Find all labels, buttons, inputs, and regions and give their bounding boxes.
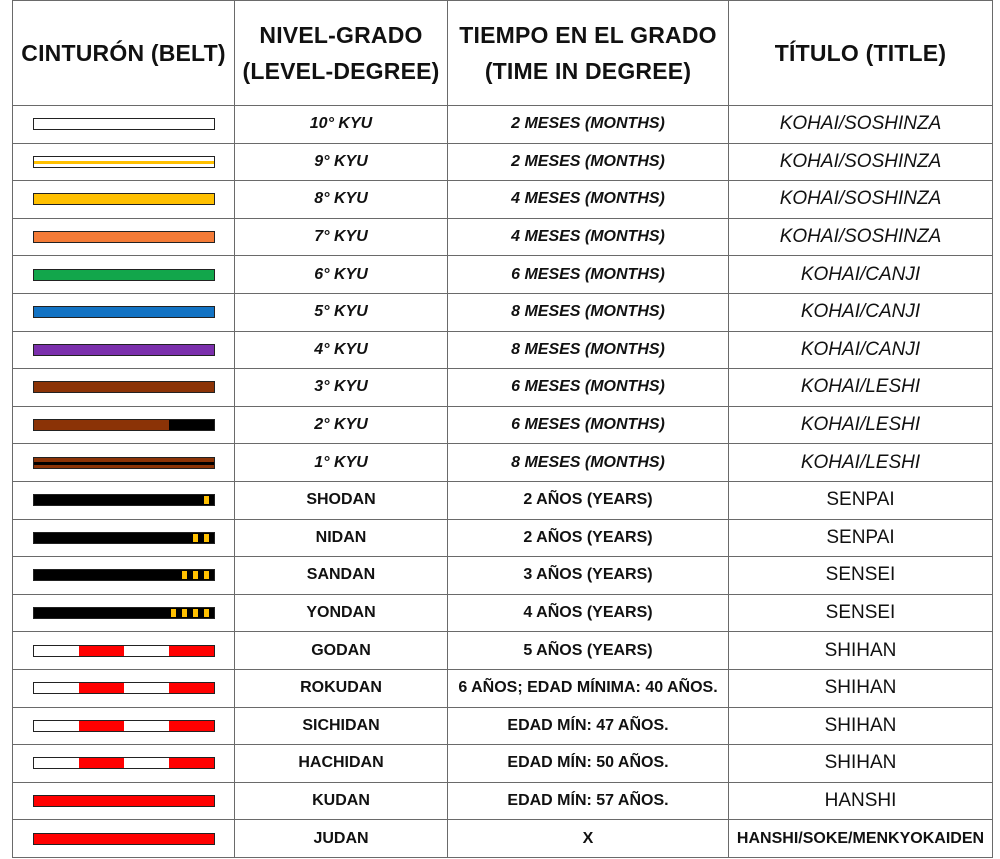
belt-cell [13, 331, 235, 369]
belt-cell [13, 293, 235, 331]
belt-cell [13, 782, 235, 820]
title-cell: KOHAI/CANJI [729, 331, 993, 369]
belt-swatch-purple [33, 344, 215, 356]
belt-swatch-red-white [33, 720, 215, 732]
title-cell: SENSEI [729, 594, 993, 632]
table-row [13, 293, 993, 331]
level-cell: SHODAN [235, 481, 448, 519]
time-cell: 8 MESES (MONTHS) [448, 293, 729, 331]
time-header-line2: (TIME IN DEGREE) [484, 58, 692, 84]
belt-cell [13, 707, 235, 745]
time-cell: EDAD MÍN: 57 AÑOS. [448, 782, 729, 820]
belt-stripe [182, 609, 187, 617]
title-cell: HANSHI [729, 782, 993, 820]
level-cell: YONDAN [235, 594, 448, 632]
belt-cell [13, 669, 235, 707]
title-cell: KOHAI/SOSHINZA [729, 181, 993, 219]
belt-red-block [169, 721, 214, 731]
table-row [13, 444, 993, 482]
belt-swatch-red-white [33, 682, 215, 694]
belt-swatch-white [33, 118, 215, 130]
title-cell: SENSEI [729, 557, 993, 595]
belt-swatch-white-yellow-line [33, 156, 215, 168]
table-row [13, 669, 993, 707]
level-cell: GODAN [235, 632, 448, 670]
table-row [13, 406, 993, 444]
belt-swatch-brown-black-line [33, 457, 215, 469]
belt-header [13, 1, 235, 106]
belt-stripe [204, 496, 209, 504]
belt-cell [13, 745, 235, 783]
table-row [13, 331, 993, 369]
level-cell: KUDAN [235, 782, 448, 820]
belt-rank-table-wrapper [12, 0, 993, 858]
belt-cell [13, 106, 235, 144]
time-cell: 4 MESES (MONTHS) [448, 181, 729, 219]
table-row [13, 519, 993, 557]
title-cell: KOHAI/LESHI [729, 406, 993, 444]
title-cell: KOHAI/LESHI [729, 444, 993, 482]
level-cell: 3° KYU [235, 369, 448, 407]
title-cell: KOHAI/CANJI [729, 293, 993, 331]
time-header [448, 1, 729, 106]
title-cell: HANSHI/SOKE/MENKYOKAIDEN [729, 820, 993, 858]
belt-cell [13, 181, 235, 219]
belt-cell [13, 481, 235, 519]
level-cell: 1° KYU [235, 444, 448, 482]
belt-cell [13, 820, 235, 858]
belt-stripe [182, 571, 187, 579]
time-cell: 4 MESES (MONTHS) [448, 218, 729, 256]
table-row [13, 369, 993, 407]
level-cell: 4° KYU [235, 331, 448, 369]
level-cell: 7° KYU [235, 218, 448, 256]
belt-swatch-blue [33, 306, 215, 318]
level-cell: 8° KYU [235, 181, 448, 219]
belt-swatch-black-2-stripes [33, 532, 215, 544]
title-cell: SHIHAN [729, 632, 993, 670]
level-cell: JUDAN [235, 820, 448, 858]
title-cell: SENPAI [729, 519, 993, 557]
belt-red-block [169, 646, 214, 656]
title-cell: SENPAI [729, 481, 993, 519]
time-header-line1: TIEMPO EN EL GRADO [459, 22, 717, 48]
title-cell: KOHAI/SOSHINZA [729, 143, 993, 181]
time-cell: EDAD MÍN: 47 AÑOS. [448, 707, 729, 745]
title-header [729, 1, 993, 106]
table-row [13, 181, 993, 219]
belt-header-text: CINTURÓN (BELT) [21, 40, 226, 66]
belt-stripe [193, 534, 198, 542]
time-cell: 6 AÑOS; EDAD MÍNIMA: 40 AÑOS. [448, 669, 729, 707]
level-cell: 6° KYU [235, 256, 448, 294]
level-cell: 9° KYU [235, 143, 448, 181]
belt-swatch-orange [33, 231, 215, 243]
time-cell: 6 MESES (MONTHS) [448, 369, 729, 407]
belt-swatch-yellow [33, 193, 215, 205]
time-cell: 8 MESES (MONTHS) [448, 444, 729, 482]
level-cell: HACHIDAN [235, 745, 448, 783]
header-row [13, 1, 993, 106]
table-row [13, 594, 993, 632]
title-cell: SHIHAN [729, 669, 993, 707]
time-cell: 6 MESES (MONTHS) [448, 406, 729, 444]
time-cell: 6 MESES (MONTHS) [448, 256, 729, 294]
belt-stripe [193, 571, 198, 579]
table-row [13, 820, 993, 858]
belt-cell [13, 594, 235, 632]
time-cell: X [448, 820, 729, 858]
table-row [13, 632, 993, 670]
belt-stripe [204, 571, 209, 579]
belt-stripe [193, 609, 198, 617]
title-cell: KOHAI/SOSHINZA [729, 106, 993, 144]
belt-swatch-black-1-stripe [33, 494, 215, 506]
table-row [13, 782, 993, 820]
level-cell: SANDAN [235, 557, 448, 595]
belt-red-block [79, 758, 124, 768]
belt-swatch-black-4-stripes [33, 607, 215, 619]
belt-cell [13, 557, 235, 595]
level-header [235, 1, 448, 106]
level-header-line1: NIVEL-GRADO [259, 22, 423, 48]
title-cell: SHIHAN [729, 707, 993, 745]
title-header-text: TÍTULO (TITLE) [774, 40, 947, 66]
level-cell: 5° KYU [235, 293, 448, 331]
belt-stripe [171, 609, 176, 617]
belt-red-block [79, 683, 124, 693]
level-header-line2: (LEVEL-DEGREE) [242, 58, 440, 84]
belt-center-line [34, 161, 214, 164]
title-cell: KOHAI/SOSHINZA [729, 218, 993, 256]
belt-swatch-red [33, 833, 215, 845]
table-row [13, 256, 993, 294]
table-row [13, 557, 993, 595]
title-cell: KOHAI/CANJI [729, 256, 993, 294]
time-cell: 2 AÑOS (YEARS) [448, 481, 729, 519]
table-row [13, 106, 993, 144]
time-cell: 2 MESES (MONTHS) [448, 143, 729, 181]
table-row [13, 707, 993, 745]
time-cell: 4 AÑOS (YEARS) [448, 594, 729, 632]
belt-swatch-black-3-stripes [33, 569, 215, 581]
belt-swatch-red-white [33, 757, 215, 769]
belt-swatch-brown-black-tip [33, 419, 215, 431]
belt-stripe [204, 534, 209, 542]
title-cell: SHIHAN [729, 745, 993, 783]
belt-swatch-red-white [33, 645, 215, 657]
belt-red-block [169, 683, 214, 693]
belt-cell [13, 519, 235, 557]
belt-cell [13, 256, 235, 294]
table-row [13, 218, 993, 256]
belt-red-block [79, 721, 124, 731]
time-cell: 2 AÑOS (YEARS) [448, 519, 729, 557]
time-cell: 5 AÑOS (YEARS) [448, 632, 729, 670]
belt-cell [13, 218, 235, 256]
level-cell: 10° KYU [235, 106, 448, 144]
time-cell: 2 MESES (MONTHS) [448, 106, 729, 144]
belt-cell [13, 143, 235, 181]
table-row [13, 143, 993, 181]
belt-cell [13, 369, 235, 407]
belt-rank-table [12, 0, 993, 858]
belt-center-line [34, 462, 214, 465]
belt-stripe [204, 609, 209, 617]
belt-swatch-green [33, 269, 215, 281]
level-cell: SICHIDAN [235, 707, 448, 745]
table-row [13, 745, 993, 783]
belt-cell [13, 632, 235, 670]
title-cell: KOHAI/LESHI [729, 369, 993, 407]
time-cell: 8 MESES (MONTHS) [448, 331, 729, 369]
level-cell: ROKUDAN [235, 669, 448, 707]
belt-swatch-brown [33, 381, 215, 393]
belt-swatch-red [33, 795, 215, 807]
belt-cell [13, 444, 235, 482]
belt-red-block [79, 646, 124, 656]
belt-black-tip [169, 420, 214, 430]
time-cell: 3 AÑOS (YEARS) [448, 557, 729, 595]
time-cell: EDAD MÍN: 50 AÑOS. [448, 745, 729, 783]
level-cell: 2° KYU [235, 406, 448, 444]
belt-cell [13, 406, 235, 444]
level-cell: NIDAN [235, 519, 448, 557]
table-row [13, 481, 993, 519]
belt-red-block [169, 758, 214, 768]
